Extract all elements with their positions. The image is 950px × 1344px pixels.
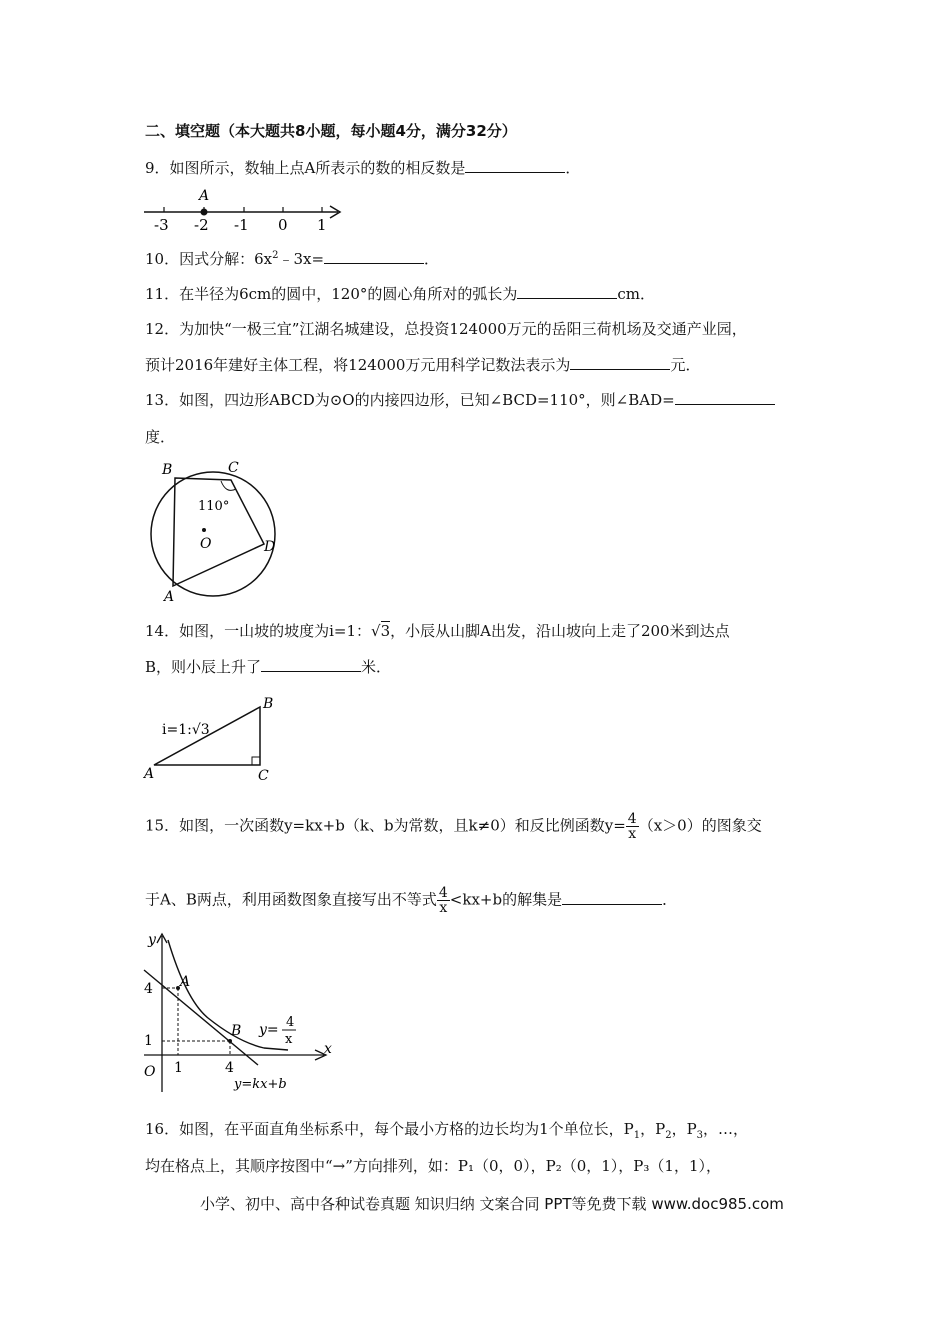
point-a-label: A (199, 188, 210, 204)
question-15-line-1 (145, 812, 762, 841)
fraction-4-over-x: $\frac{4}{x}$ (627, 811, 637, 842)
answer-blank (570, 355, 670, 370)
section-title: 二、填空题（本大题共8小题，每小题4分，满分32分） (145, 122, 517, 140)
question-15-text-2: （x＞0）的图象交 (638, 816, 762, 835)
question-15-text-4: <kx+b的解集是 (449, 890, 563, 909)
svg-text:B: B (263, 696, 274, 712)
question-13-line-1 (145, 389, 775, 410)
circle-quadrilateral-figure (140, 456, 285, 604)
svg-text:C: C (258, 768, 269, 784)
svg-text:A: A (144, 766, 155, 782)
svg-text:i=1:√3: i=1:√3 (162, 722, 210, 738)
subscript: 2 (665, 1130, 672, 1141)
answer-blank (261, 657, 361, 672)
svg-text:x: x (324, 1041, 332, 1057)
question-10-text: 10．因式分解：6x (145, 250, 273, 268)
answer-blank (465, 158, 565, 173)
svg-text:x: x (285, 1032, 293, 1047)
slope-triangle-figure (140, 692, 280, 784)
question-14-text: 14．如图，一山坡的坡度为i=1： (145, 622, 371, 640)
question-9-end: ． (565, 159, 581, 177)
svg-text:4: 4 (286, 1015, 295, 1030)
question-15-end: ． (662, 890, 678, 909)
svg-text:y=: y= (259, 1022, 279, 1038)
subscript: 1 (633, 1130, 641, 1141)
function-graph-figure (138, 930, 338, 1100)
question-15-text-3: 于A、B两点，利用函数图象直接写出不等式 (145, 890, 437, 909)
question-15-line-2 (145, 886, 677, 915)
answer-blank (562, 890, 662, 905)
svg-text:A: A (180, 974, 191, 990)
svg-text:C: C (228, 460, 239, 476)
question-11-end: cm． (617, 285, 656, 303)
question-12-line-1: 12．为加快“一极三宜”江湖名城建设，总投资124000万元的岳阳三荷机场及交通产业园， (145, 320, 747, 338)
point-a-marker (201, 209, 208, 216)
question-10-text-2: ﹣3x= (278, 250, 325, 268)
question-14-end: 米． (361, 658, 392, 676)
question-13-text: 13．如图，四边形ABCD为⊙O的内接四边形，已知∠BCD=110°，则∠BAD= (145, 391, 675, 409)
tick-label: 1 (317, 216, 327, 233)
svg-text:O: O (200, 536, 212, 552)
svg-text:1: 1 (174, 1060, 183, 1076)
question-16-text: 16．如图，在平面直角坐标系中，每个最小方格的边长均为1个单位长，P (145, 1120, 634, 1138)
question-14-line-1 (145, 620, 730, 641)
question-9 (145, 157, 580, 178)
tick-label: -3 (154, 216, 169, 233)
question-16-tail: ，…， (703, 1120, 749, 1138)
number-line-figure (140, 188, 350, 233)
svg-text:4: 4 (225, 1060, 234, 1076)
question-10 (145, 248, 439, 269)
svg-text:D: D (264, 539, 276, 555)
answer-blank (675, 390, 775, 405)
question-10-end: ． (424, 250, 440, 268)
question-9-text: 9．如图所示，数轴上点A所表示的数的相反数是 (145, 159, 466, 177)
sqrt-symbol: √ (371, 622, 381, 640)
question-11-text: 11．在半径为6cm的圆中，120°的圆心角所对的弧长为 (145, 285, 518, 303)
answer-blank (517, 284, 617, 299)
fraction-4-over-x: $\frac{4}{x}$ (438, 885, 448, 916)
question-16-line-1: 16．如图，在平面直角坐标系中，每个最小方格的边长均为1个单位长，$P_1$，$P_2$，$P_3$，…， (145, 1120, 749, 1141)
question-13-line-2: 度． (145, 428, 176, 446)
question-16-line-2: 均在格点上，其顺序按图中“→”方向排列，如：P₁（0，0），P₂（0，1），P₃（1，1）， (145, 1157, 721, 1175)
exponent: 2 (272, 250, 279, 261)
sqrt-value: 3 (380, 622, 391, 640)
question-11 (145, 283, 655, 304)
svg-text:A: A (164, 589, 175, 604)
question-12-text: 预计2016年建好主体工程，将124000万元用科学记数法表示为 (145, 356, 571, 374)
tick-label: -1 (234, 216, 249, 233)
svg-text:y=kx+b: y=kx+b (234, 1077, 287, 1092)
svg-text:O: O (144, 1064, 156, 1080)
page-footer: 小学、初中、高中各种试卷真题 知识归纳 文案合同 PPT等免费下载 www.doc985.com (200, 1195, 784, 1213)
svg-text:110°: 110° (198, 499, 230, 514)
subscript: 3 (696, 1130, 704, 1141)
question-14-text-2: ，小辰从山脚A出发，沿山坡向上走了200米到达点 (390, 622, 730, 640)
svg-text:y: y (148, 932, 156, 948)
question-14-text-3: B，则小辰上升了 (145, 658, 262, 676)
tick-label: 0 (278, 216, 288, 233)
svg-text:4: 4 (144, 981, 153, 997)
question-14-line-2 (145, 656, 391, 677)
answer-blank (324, 249, 424, 264)
question-12-end: 元． (670, 356, 701, 374)
question-12-line-2 (145, 354, 700, 375)
svg-text:1: 1 (144, 1033, 153, 1049)
tick-label: -2 (194, 216, 209, 233)
svg-text:B: B (162, 462, 173, 478)
svg-text:B: B (231, 1023, 242, 1039)
question-15-text: 15．如图，一次函数y=kx+b（k、b为常数，且k≠0）和反比例函数y= (145, 816, 626, 835)
